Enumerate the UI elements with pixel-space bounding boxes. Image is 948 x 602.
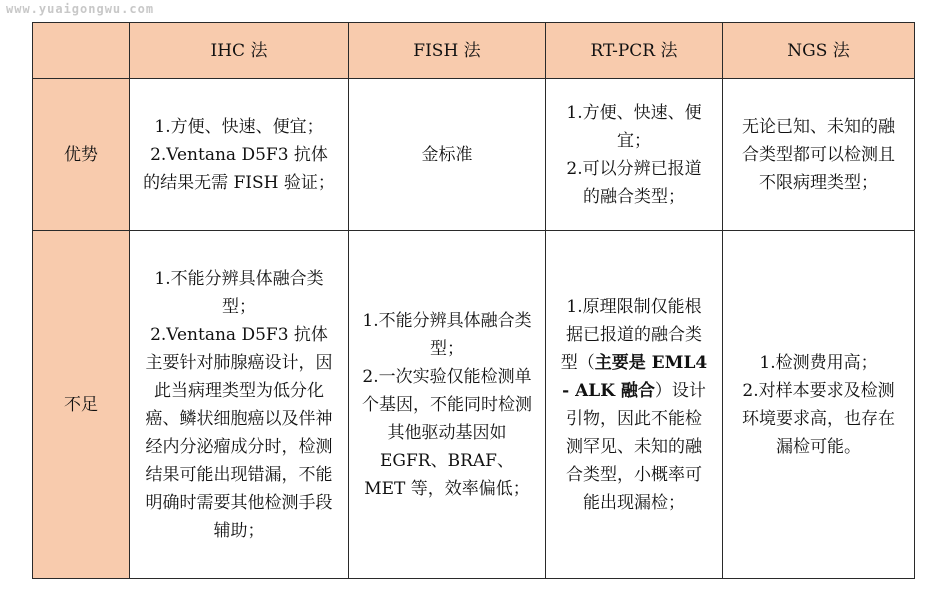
cell-rtpcr-advantages [546,79,723,231]
cell-ihc-advantages [130,79,349,231]
cell-line: 2.对样本要求及检测环境要求高，也存在漏检可能。 [742,380,895,457]
col-header-ihc: IHC 法 [130,23,349,79]
cell-line: 1.检测费用高； [759,352,878,373]
rtpcr-disadvantage-text-after: ）设计引物，因此不能检测罕见、未知的融合类型，小概率可能出现漏检； [566,380,706,513]
col-header-rtpcr: RT-PCR 法 [546,23,723,79]
cell-fish-disadvantages [349,231,546,579]
row-label-advantages: 优势 [33,79,130,231]
col-header-fish: FISH 法 [349,23,546,79]
watermark: www.yuaigongwu.com [6,2,155,16]
row-label-disadvantages: 不足 [33,231,130,579]
corner-cell [33,23,130,79]
advantages-row [33,79,915,231]
cell-line: 2.可以分辨已报道的融合类型； [566,158,702,207]
cell-ihc-disadvantages [130,231,349,579]
cell-line: 2.Ventana D5F3 抗体的结果无需 FISH 验证； [143,144,335,193]
cell-line: 1.不能分辨具体融合类型； [362,310,532,359]
rtpcr-disadvantage-text-bold: 主要是 EML4 - ALK 融合 [562,352,708,401]
header-row [33,23,915,79]
col-header-ngs: NGS 法 [723,23,915,79]
cell-ngs-advantages [723,79,915,231]
cell-line: 无论已知、未知的融合类型都可以检测且不限病理类型； [742,116,895,193]
cell-line: 1.方便、快速、便宜； [566,102,702,151]
cell-rtpcr-disadvantages [546,231,723,579]
cell-line: 1.不能分辨具体融合类型； [154,268,324,317]
cell-line: 1.方便、快速、便宜； [154,116,324,137]
cell-ngs-disadvantages [723,231,915,579]
cell-line: 金标准 [421,144,473,165]
comparison-table [32,22,915,579]
rtpcr-disadvantage-text-before: 1.原理限制仅能根据已报道的融合类型（ [560,296,702,373]
cell-line: 2.Ventana D5F3 抗体主要针对肺腺癌设计，因此当病理类型为低分化癌、鳞状细胞癌以及伴神经内分泌瘤成分时，检测结果可能出现错漏，不能明确时需要其他检测手段辅助； [145,324,333,541]
cell-line: 2.一次实验仅能检测单个基因，不能同时检测其他驱动基因如 EGFR、BRAF、MET 等，效率偏低； [362,366,532,499]
cell-fish-advantages [349,79,546,231]
disadvantages-row [33,231,915,579]
